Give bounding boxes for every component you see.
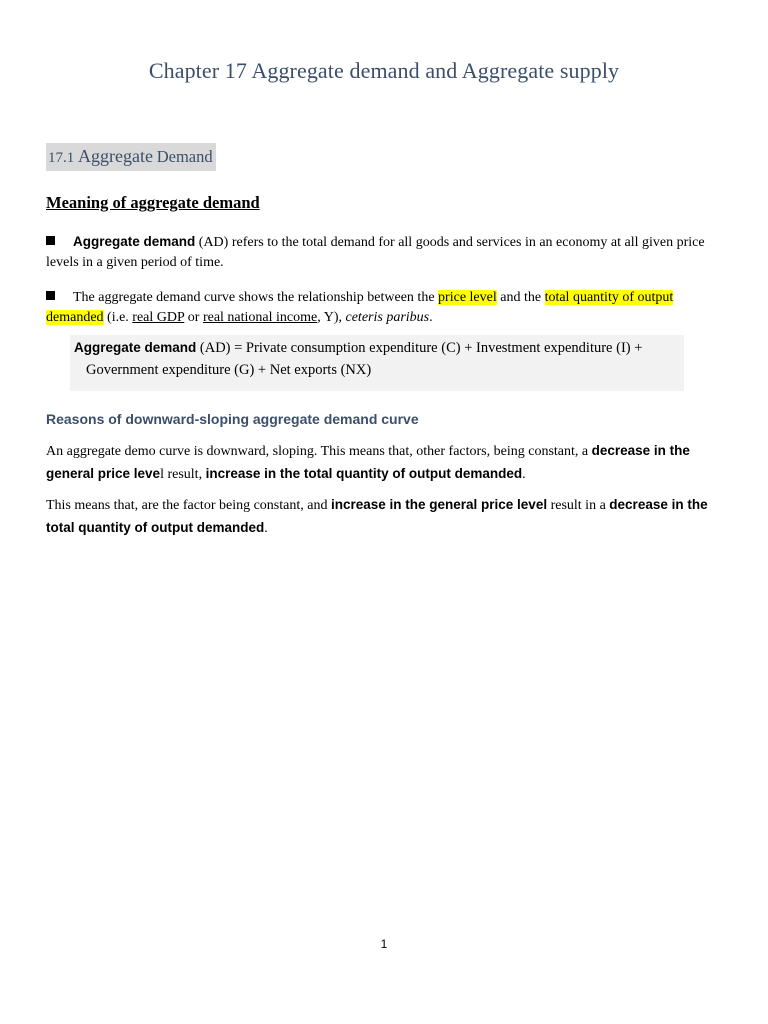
bullet-paragraph-definition <box>46 232 711 273</box>
text-run: . <box>429 310 433 325</box>
square-bullet-icon <box>46 236 55 245</box>
text-run: , Y), <box>317 310 346 325</box>
chapter-title: Chapter 17 Aggregate demand and Aggregate supply <box>148 58 620 83</box>
text-run: result in a <box>547 498 610 513</box>
body-paragraph-2 <box>46 494 716 540</box>
meaning-heading: Meaning of aggregate demand <box>46 193 260 212</box>
bold-increase-price-level: increase in the general price level <box>330 497 548 512</box>
text-run: (i.e. <box>103 310 133 325</box>
section-word-demand: Demand <box>156 147 213 166</box>
section-number: 17.1 <box>48 150 75 166</box>
highlight-total-quantity: total quantity of output demanded <box>46 290 674 325</box>
text-run: and the <box>496 290 545 305</box>
square-bullet-icon <box>46 291 55 300</box>
body-paragraph-1 <box>46 440 716 486</box>
term-aggregate-demand: Aggregate demand <box>73 234 196 249</box>
section-word-aggregate: Aggregate <box>78 146 153 166</box>
page-number: 1 <box>380 937 388 951</box>
formula-rest: (AD) = Private consumption expenditure (C) + Investment expenditure (I) + <box>196 340 643 356</box>
text-run: l result, <box>160 467 206 482</box>
text-run: or <box>184 310 203 325</box>
underlined-real-gdp: real GDP <box>132 310 185 325</box>
bold-decrease-quantity: decrease in the total quantity of output demanded <box>46 497 708 535</box>
reasons-heading: Reasons of downward-sloping aggregate demand curve <box>46 411 419 427</box>
text-run: An aggregate demo curve is downward, sloping. This means that, other factors, being constant, a <box>46 444 592 459</box>
section-heading <box>46 143 216 171</box>
highlight-price-level: price level <box>438 290 497 305</box>
formula-line-2: Government expenditure (G) + Net exports (NX) <box>86 362 372 378</box>
text-run: . <box>264 521 268 536</box>
text-run: The aggregate demand curve shows the relationship between the <box>73 290 439 305</box>
formula-line-1 <box>74 340 642 357</box>
underlined-real-national-income: real national income <box>202 310 318 325</box>
formula-box <box>70 335 684 391</box>
bold-increase-quantity: increase in the total quantity of output demanded <box>205 466 523 481</box>
bullet-paragraph-curve <box>46 288 711 328</box>
formula-term: Aggregate demand <box>74 340 197 355</box>
bold-decrease-price-level: decrease in the general price leve <box>46 443 690 481</box>
definition-text: (AD) refers to the total demand for all goods and services in an economy at all given price levels in a given period of time. <box>46 235 705 270</box>
italic-ceteris-paribus: ceteris paribus <box>345 310 430 325</box>
text-run: This means that, are the factor being constant, and <box>46 498 331 513</box>
text-run: . <box>522 467 526 482</box>
